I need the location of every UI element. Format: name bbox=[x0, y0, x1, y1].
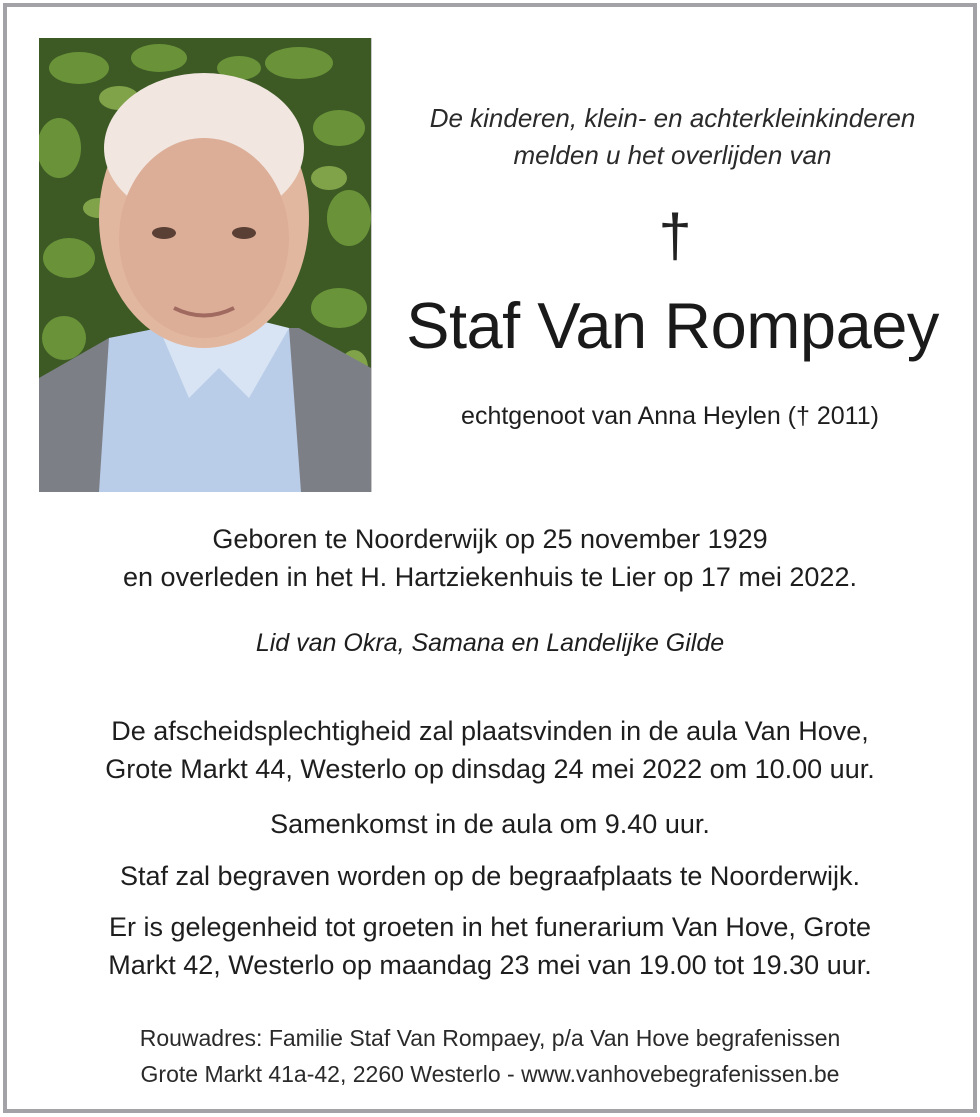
portrait-photo bbox=[39, 38, 371, 492]
footer-line: Grote Markt 41a-42, 2260 Westerlo - www.vanhovebegrafenissen.be bbox=[140, 1061, 840, 1087]
intro-line: De kinderen, klein- en achterkleinkinderen bbox=[429, 103, 916, 133]
birth-death-text bbox=[40, 520, 940, 596]
death-line: en overleden in het H. Hartziekenhuis te Lier op 17 mei 2022. bbox=[123, 562, 857, 592]
ceremony-line: Grote Markt 44, Westerlo op dinsdag 24 mei 2022 om 10.00 uur. bbox=[105, 754, 875, 784]
cross-icon: † bbox=[658, 202, 692, 269]
intro-line: melden u het overlijden van bbox=[513, 140, 832, 170]
ceremony-text bbox=[20, 712, 960, 788]
footer-line: Rouwadres: Familie Staf Van Rompaey, p/a Van Hove begrafenissen bbox=[139, 1025, 841, 1051]
visitation-text bbox=[20, 908, 960, 984]
visitation-line: Er is gelegenheid tot groeten in het funerarium Van Hove, Grote bbox=[109, 912, 871, 942]
visitation-line: Markt 42, Westerlo op maandag 23 mei van 19.00 tot 19.30 uur. bbox=[108, 950, 872, 980]
ceremony-line: De afscheidsplechtigheid zal plaatsvinden in de aula Van Hove, bbox=[111, 716, 869, 746]
birth-line: Geboren te Noorderwijk op 25 november 1929 bbox=[212, 524, 768, 554]
memberships: Lid van Okra, Samana en Landelijke Gilde bbox=[255, 629, 725, 657]
gathering-text: Samenkomst in de aula om 9.40 uur. bbox=[270, 809, 710, 839]
deceased-name: Staf Van Rompaey bbox=[406, 289, 939, 362]
intro-text bbox=[390, 100, 955, 174]
mourning-address bbox=[40, 1020, 940, 1092]
spouse-line: echtgenoot van Anna Heylen († 2011) bbox=[461, 402, 879, 430]
burial-text: Staf zal begraven worden op de begraafplaats te Noorderwijk. bbox=[120, 861, 860, 891]
